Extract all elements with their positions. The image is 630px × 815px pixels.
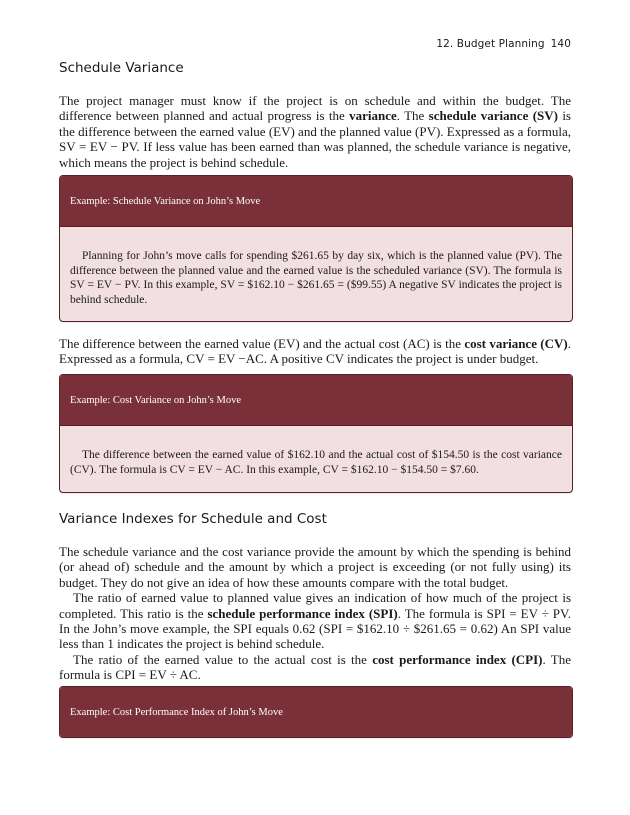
chapter-title: 12. Budget Planning [436, 38, 545, 50]
term-schedule-variance: schedule variance (SV) [428, 108, 558, 124]
example-body: The difference between the earned value of $162.10 and the actual cost of $154.50 is the cost variance (CV). The formula is CV = EV − AC. In this example, CV = $162.10 − $154.50 = $7.60. [60, 425, 572, 492]
variance-indexes-text [59, 544, 571, 683]
term-cost-variance: cost variance (CV) [464, 336, 568, 351]
paragraph-cpi: The ratio of the earned value to the actual cost is the cost performance index (CPI). The formula is CPI = EV ÷ AC. [59, 651, 572, 683]
example-box-schedule-variance [59, 175, 573, 322]
paragraph-variance-overview: The schedule variance and the cost variance provide the amount by which the spending is behind (or ahead of) schedule and the amount by which a project is exceeding (or not fully using) its budget. They do not give an idea of how these amounts compare with the total budget. [59, 544, 571, 590]
running-header [436, 38, 571, 50]
term-cpi: cost performance index (CPI) [372, 651, 543, 667]
example-box-cpi [59, 686, 573, 738]
section-heading-schedule-variance: Schedule Variance [59, 60, 184, 76]
term-variance: variance [349, 108, 397, 124]
paragraph-schedule-variance: The project manager must know if the project is on schedule and within the budget. The difference between planned and actual progress is the variance. The schedule variance (SV) is the difference between the earned value (EV) and the planned value (PV). Expressed as a formula, SV = EV − PV. If less value has been earned than was planned, the schedule variance is negative, which means the project is behind schedule. [59, 93, 571, 170]
paragraph-spi: The ratio of earned value to planned value gives an indication of how much of the project is completed. This ratio is the schedule performance index (SPI). The formula is SPI = EV ÷ PV. In the John’s move example, the SPI equals 0.62 (SPI = $162.10 ÷ $261.65 = 0.62) An SPI value less than 1 indicates the project is behind schedule. [59, 590, 571, 652]
example-title: Example: Cost Performance Index of John’s Move [60, 687, 572, 737]
term-spi: schedule performance index (SPI) [207, 605, 398, 621]
section-heading-variance-indexes: Variance Indexes for Schedule and Cost [59, 511, 327, 527]
example-box-cost-variance [59, 374, 573, 493]
example-body: Planning for John’s move calls for spending $261.65 by day six, which is the planned value (PV). The difference between the planned value and the earned value is the scheduled variance (SV). The formula is SV = EV − PV. In this example, SV = $162.10 − $261.65 = ($99.55) A negative SV indicates the project is behind schedule. [60, 226, 572, 321]
example-title: Example: Cost Variance on John’s Move [60, 375, 572, 425]
page-number: 140 [550, 38, 571, 50]
example-title: Example: Schedule Variance on John’s Move [60, 176, 572, 226]
paragraph-cost-variance: The difference between the earned value (EV) and the actual cost (AC) is the cost variance (CV). Expressed as a formula, CV = EV −AC. A positive CV indicates the project is under budget. [59, 336, 571, 367]
